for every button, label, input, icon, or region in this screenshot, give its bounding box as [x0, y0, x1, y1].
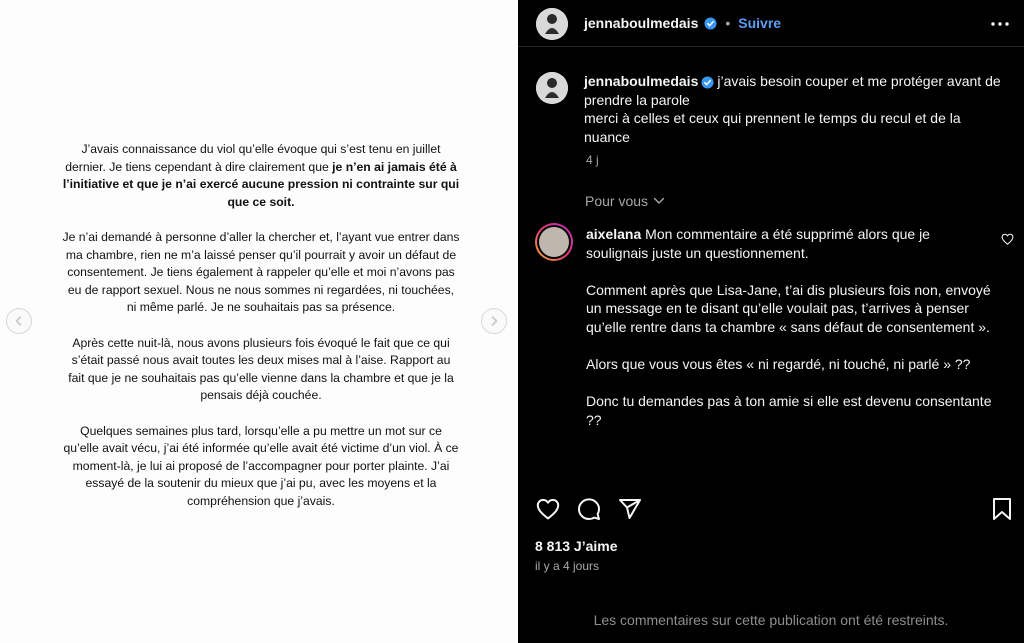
comments-restricted-notice: Les commentaires sur cette publication ont été restreints. — [593, 612, 949, 628]
likes-count[interactable]: 8 813 J’aime — [535, 538, 618, 554]
previous-image-button[interactable] — [6, 308, 32, 334]
comments-filter-label: Pour vous — [585, 193, 649, 209]
caption-line-2: merci à celles et ceux qui prennent le temps du recul et de la nuance — [584, 110, 961, 145]
bookmark-icon — [992, 497, 1012, 521]
comment-button[interactable] — [575, 495, 603, 523]
image-paragraph-3: Après cette nuit-là, nous avons plusieurs fois évoqué le fait que ce qui s’était passé nous avait toutes les deux mises mal à l’aise. Rapport au fait que je ne souhaitais pas qu’elle vienne dans la chambre et que je la pensais déjà couchée. — [68, 335, 454, 403]
share-icon — [618, 498, 642, 520]
commenter-avatar[interactable] — [535, 223, 573, 261]
image-paragraph-1: J’avais connaissance du viol qu’elle évoque qui s’est tenu en juillet dernier. Je tiens cependant à dire clairement que je n’en ai jamais été à l’initiative et que je n’ai exercé aucune pression ni contrainte sur qui que ce soit. — [62, 142, 460, 209]
post-actions-bar — [518, 495, 1024, 525]
comment-username[interactable]: aixelana — [586, 226, 642, 242]
image-paragraph-4: Quelques semaines plus tard, lorsqu’elle a pu mettre un mot sur ce qu’elle avait vécu, j’ai été informée qu’elle avait été victime d’un viol. À ce moment-là, je lui ai proposé de l’accompagner pour porter plainte. J’ai essayé de la soutenir du mieux que j’ai pu, avec les moyens et la compréhension que j’avais. — [63, 423, 459, 508]
next-image-button[interactable] — [481, 308, 507, 334]
chevron-down-icon — [653, 197, 665, 205]
separator-dot: • — [725, 15, 731, 31]
comment-paragraph-3: Alors que vous vous êtes « ni regardé, ni touché, ni parlé » ?? — [586, 356, 971, 373]
caption-username[interactable]: jennaboulmedais — [584, 73, 699, 89]
like-comment-button[interactable] — [1001, 232, 1014, 250]
save-button[interactable] — [988, 495, 1016, 523]
post-date[interactable]: il y a 4 jours — [535, 559, 600, 573]
follow-button[interactable]: Suivre — [738, 15, 782, 31]
comment-paragraph-2: Comment après que Lisa-Jane, t’ai dis plusieurs fois non, envoyé un message en te disant qu’elle voulait pas, t’arrives à penser qu’elle rentre dans ta chambre « sans défaut de consentement ». — [586, 281, 991, 335]
avatar-photo — [536, 8, 568, 40]
heart-icon — [1001, 233, 1014, 245]
avatar-ring-inner — [537, 225, 571, 259]
like-button[interactable] — [534, 495, 562, 523]
comment-icon — [577, 497, 601, 521]
comments-filter-dropdown[interactable] — [585, 193, 665, 209]
comment-paragraph-4: Donc tu demandes pas à ton amie si elle est devenu consentante ?? — [586, 393, 992, 428]
post-caption — [584, 72, 1004, 146]
verified-badge-icon — [704, 17, 717, 30]
share-button[interactable] — [616, 495, 644, 523]
chevron-right-icon — [488, 315, 500, 327]
post-header — [518, 0, 1024, 47]
chevron-left-icon — [13, 315, 25, 327]
more-options-button[interactable] — [990, 14, 1010, 34]
comment-paragraph-1: aixelana Mon commentaire a été supprimé alors que je soulignais juste un questionnement. — [586, 226, 930, 261]
author-username[interactable]: jennaboulmedais — [584, 15, 699, 31]
caption-timestamp[interactable]: 4 j — [586, 153, 599, 167]
more-icon — [991, 22, 1009, 26]
caption-line-1: j’avais besoin couper et me protéger avant de prendre la parole — [584, 73, 1001, 108]
heart-icon — [536, 498, 560, 520]
post-image-text — [62, 141, 460, 528]
post-sidebar — [518, 0, 1024, 643]
avatar-photo — [536, 72, 568, 104]
comment — [586, 225, 996, 448]
caption-author-avatar[interactable] — [536, 72, 568, 104]
verified-badge-icon — [701, 76, 714, 89]
header-user-row — [584, 15, 781, 31]
author-avatar[interactable] — [536, 8, 568, 40]
image-paragraph-2: Je n’ai demandé à personne d’aller la chercher et, l’ayant vue entrer dans ma chambre, rien ne m’a laissé penser qu’il pourrait y avoir un défaut de consentement. Je tiens également à rappeler qu’elle et moi n’avons pas eu de rapport sexuel. Nous ne nous sommes ni regardées, ni touchées, ni même parlé. Je ne souhaitais pas sa présence. — [62, 229, 460, 315]
avatar-photo — [539, 227, 569, 257]
